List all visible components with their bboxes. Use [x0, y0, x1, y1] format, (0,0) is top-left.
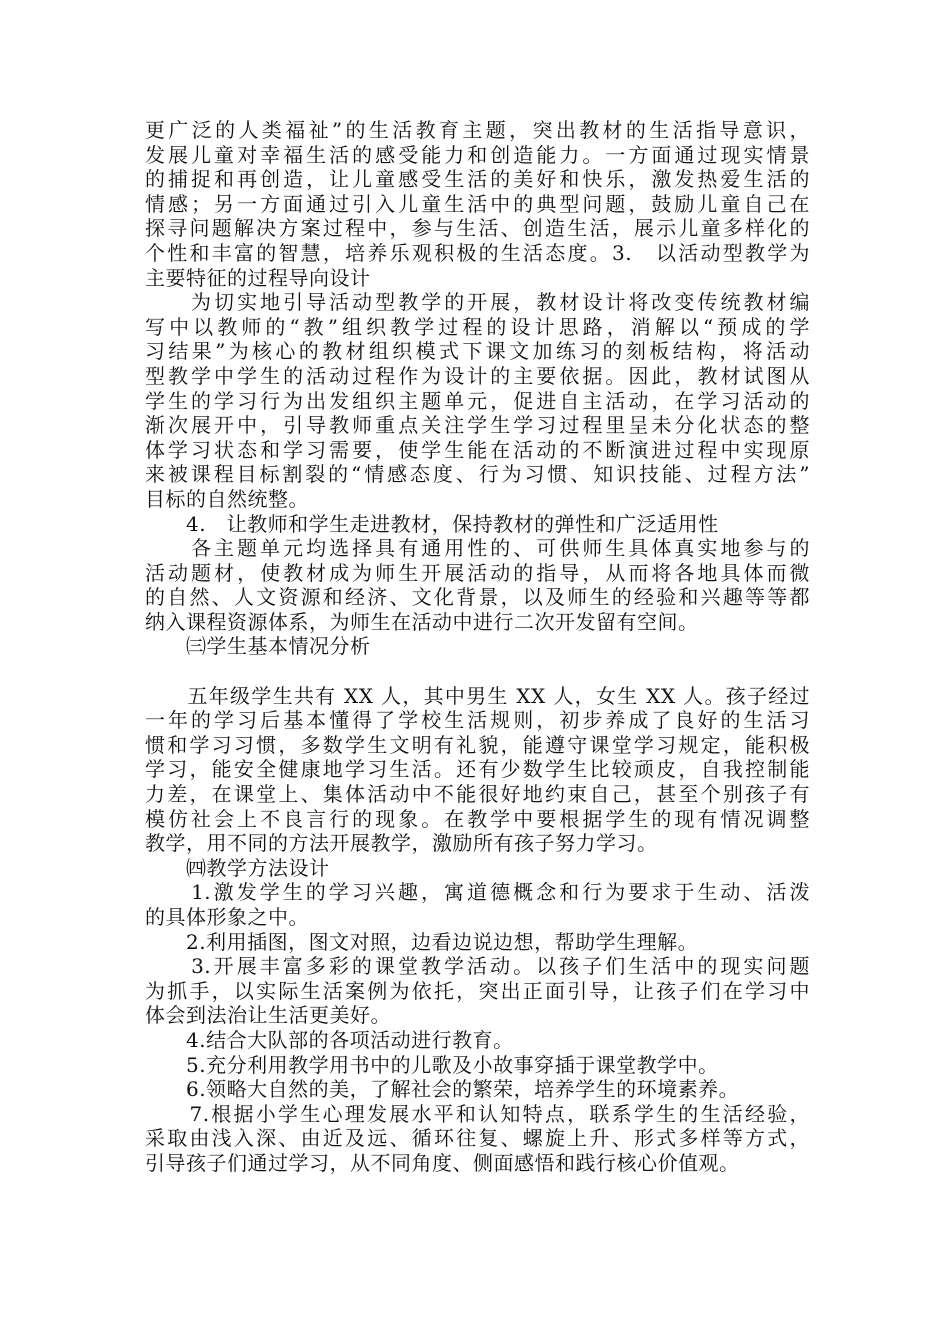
text-line: 1.激发学生的学习兴趣，寓道德概念和行为要求于生动、活泼 [145, 880, 810, 905]
text-line: 力差，在课堂上、集体活动中不能很好地约束自己，甚至个别孩子有 [145, 782, 810, 807]
text-line: 4. 让教师和学生走进教材，保持教材的弹性和广泛适用性 [145, 511, 719, 536]
text-line: ㈣教学方法设计 [145, 855, 330, 880]
text-line: 目标的自然统整。 [145, 486, 309, 511]
paragraph [145, 512, 810, 537]
text-line: 纳入课程资源体系，为师生在活动中进行二次开发留有空间。 [145, 609, 699, 634]
paragraph [145, 536, 810, 634]
text-line: 5.充分利用教学用书中的儿歌及小故事穿插于课堂教学中。 [145, 1052, 719, 1077]
blank-line [145, 659, 810, 684]
text-line: 习结果”为核心的教材组织模式下课文加练习的刻板结构，将活动 [145, 339, 810, 364]
text-line: 写中以教师的“教”组织教学过程的设计思路，消解以“预成的学 [145, 314, 810, 339]
text-line: 个性和丰富的智慧，培养乐观积极的生活态度。3. 以活动型教学为 [145, 240, 810, 265]
text-line: ㈢学生基本情况分析 [145, 634, 371, 659]
text-line: 惯和学习习惯，多数学生文明有礼貌，能遵守课堂学习规定，能积极 [145, 732, 810, 757]
text-line: 4.结合大队部的各项活动进行教育。 [145, 1027, 514, 1052]
text-line: 体会到法治让生活更美好。 [145, 1003, 391, 1028]
text-line: 为抓手，以实际生活案例为依托，突出正面引导，让孩子们在学习中 [145, 978, 810, 1003]
paragraph [145, 1053, 810, 1078]
document-page [145, 118, 810, 1176]
text-line: 情感；另一方面通过引入儿童生活中的典型问题，鼓励儿童自己在 [145, 191, 810, 216]
paragraph [145, 1102, 810, 1176]
text-line: 主要特征的过程导向设计 [145, 265, 371, 290]
text-line: 2.利用插图，图文对照，边看边说边想，帮助学生理解。 [145, 929, 699, 954]
paragraph [145, 684, 810, 856]
text-line: 学生的学习行为出发组织主题单元，促进自主活动，在学习活动的 [145, 388, 810, 413]
text-line: 6.领略大自然的美，了解社会的繁荣，培养学生的环境素养。 [145, 1077, 740, 1102]
text-line: 体学习状态和学习需要，使学生能在活动的不断演进过程中实现原 [145, 437, 810, 462]
paragraph [145, 856, 810, 881]
paragraph [145, 880, 810, 929]
text-line: 各主题单元均选择具有通用性的、可供师生具体真实地参与的 [145, 536, 810, 561]
paragraph [145, 1077, 810, 1102]
paragraph [145, 634, 810, 659]
text-line: 的具体形象之中。 [145, 905, 309, 929]
text-line: 来被课程目标割裂的“情感态度、行为习惯、知识技能、过程方法” [145, 462, 810, 487]
text-line: 五年级学生共有 XX 人，其中男生 XX 人，女生 XX 人。孩子经过 [145, 683, 810, 708]
paragraph [145, 1028, 810, 1053]
paragraph [145, 954, 810, 1028]
text-line: 渐次展开中，引导教师重点关注学生学习过程里呈未分化状态的整 [145, 413, 810, 438]
text-line: 3.开展丰富多彩的课堂教学活动。以孩子们生活中的现实问题 [145, 954, 810, 979]
text-line: 模仿社会上不良言行的现象。在教学中要根据学生的现有情况调整 [145, 806, 810, 831]
text-line: 学习，能安全健康地学习生活。还有少数学生比较顽皮，自我控制能 [145, 757, 810, 782]
text-line: 7.根据小学生心理发展水平和认知特点，联系学生的生活经验， [145, 1101, 810, 1126]
text-line: 发展儿童对幸福生活的感受能力和创造能力。一方面通过现实情景 [145, 142, 810, 167]
text-line: 引导孩子们通过学习，从不同角度、侧面感悟和践行核心价值观。 [145, 1150, 740, 1175]
text-line: 探寻问题解决方案过程中，参与生活、创造生活，展示儿童多样化的 [145, 216, 810, 241]
paragraph [145, 290, 810, 511]
text-line: 的捕捉和再创造，让儿童感受生活的美好和快乐，激发热爱生活的 [145, 167, 810, 192]
text-line: 的自然、人文资源和经济、文化背景，以及师生的经验和兴趣等等都 [145, 585, 810, 610]
text-line: 为切实地引导活动型教学的开展，教材设计将改变传统教材编 [145, 290, 810, 315]
paragraph [145, 930, 810, 955]
text-line: 更广泛的人类福祉”的生活教育主题，突出教材的生活指导意识， [145, 118, 810, 142]
text-line: 型教学中学生的活动过程作为设计的主要依据。因此，教材试图从 [145, 363, 810, 388]
text-line: 教学，用不同的方法开展教学，激励所有孩子努力学习。 [145, 831, 658, 856]
paragraph [145, 118, 810, 290]
text-line: 活动题材，使教材成为师生开展活动的指导，从而将各地具体而微 [145, 560, 810, 585]
text-line: 一年的学习后基本懂得了学校生活规则，初步养成了良好的生活习 [145, 708, 810, 733]
text-line: 采取由浅入深、由近及远、循环往复、螺旋上升、形式多样等方式， [145, 1126, 810, 1151]
